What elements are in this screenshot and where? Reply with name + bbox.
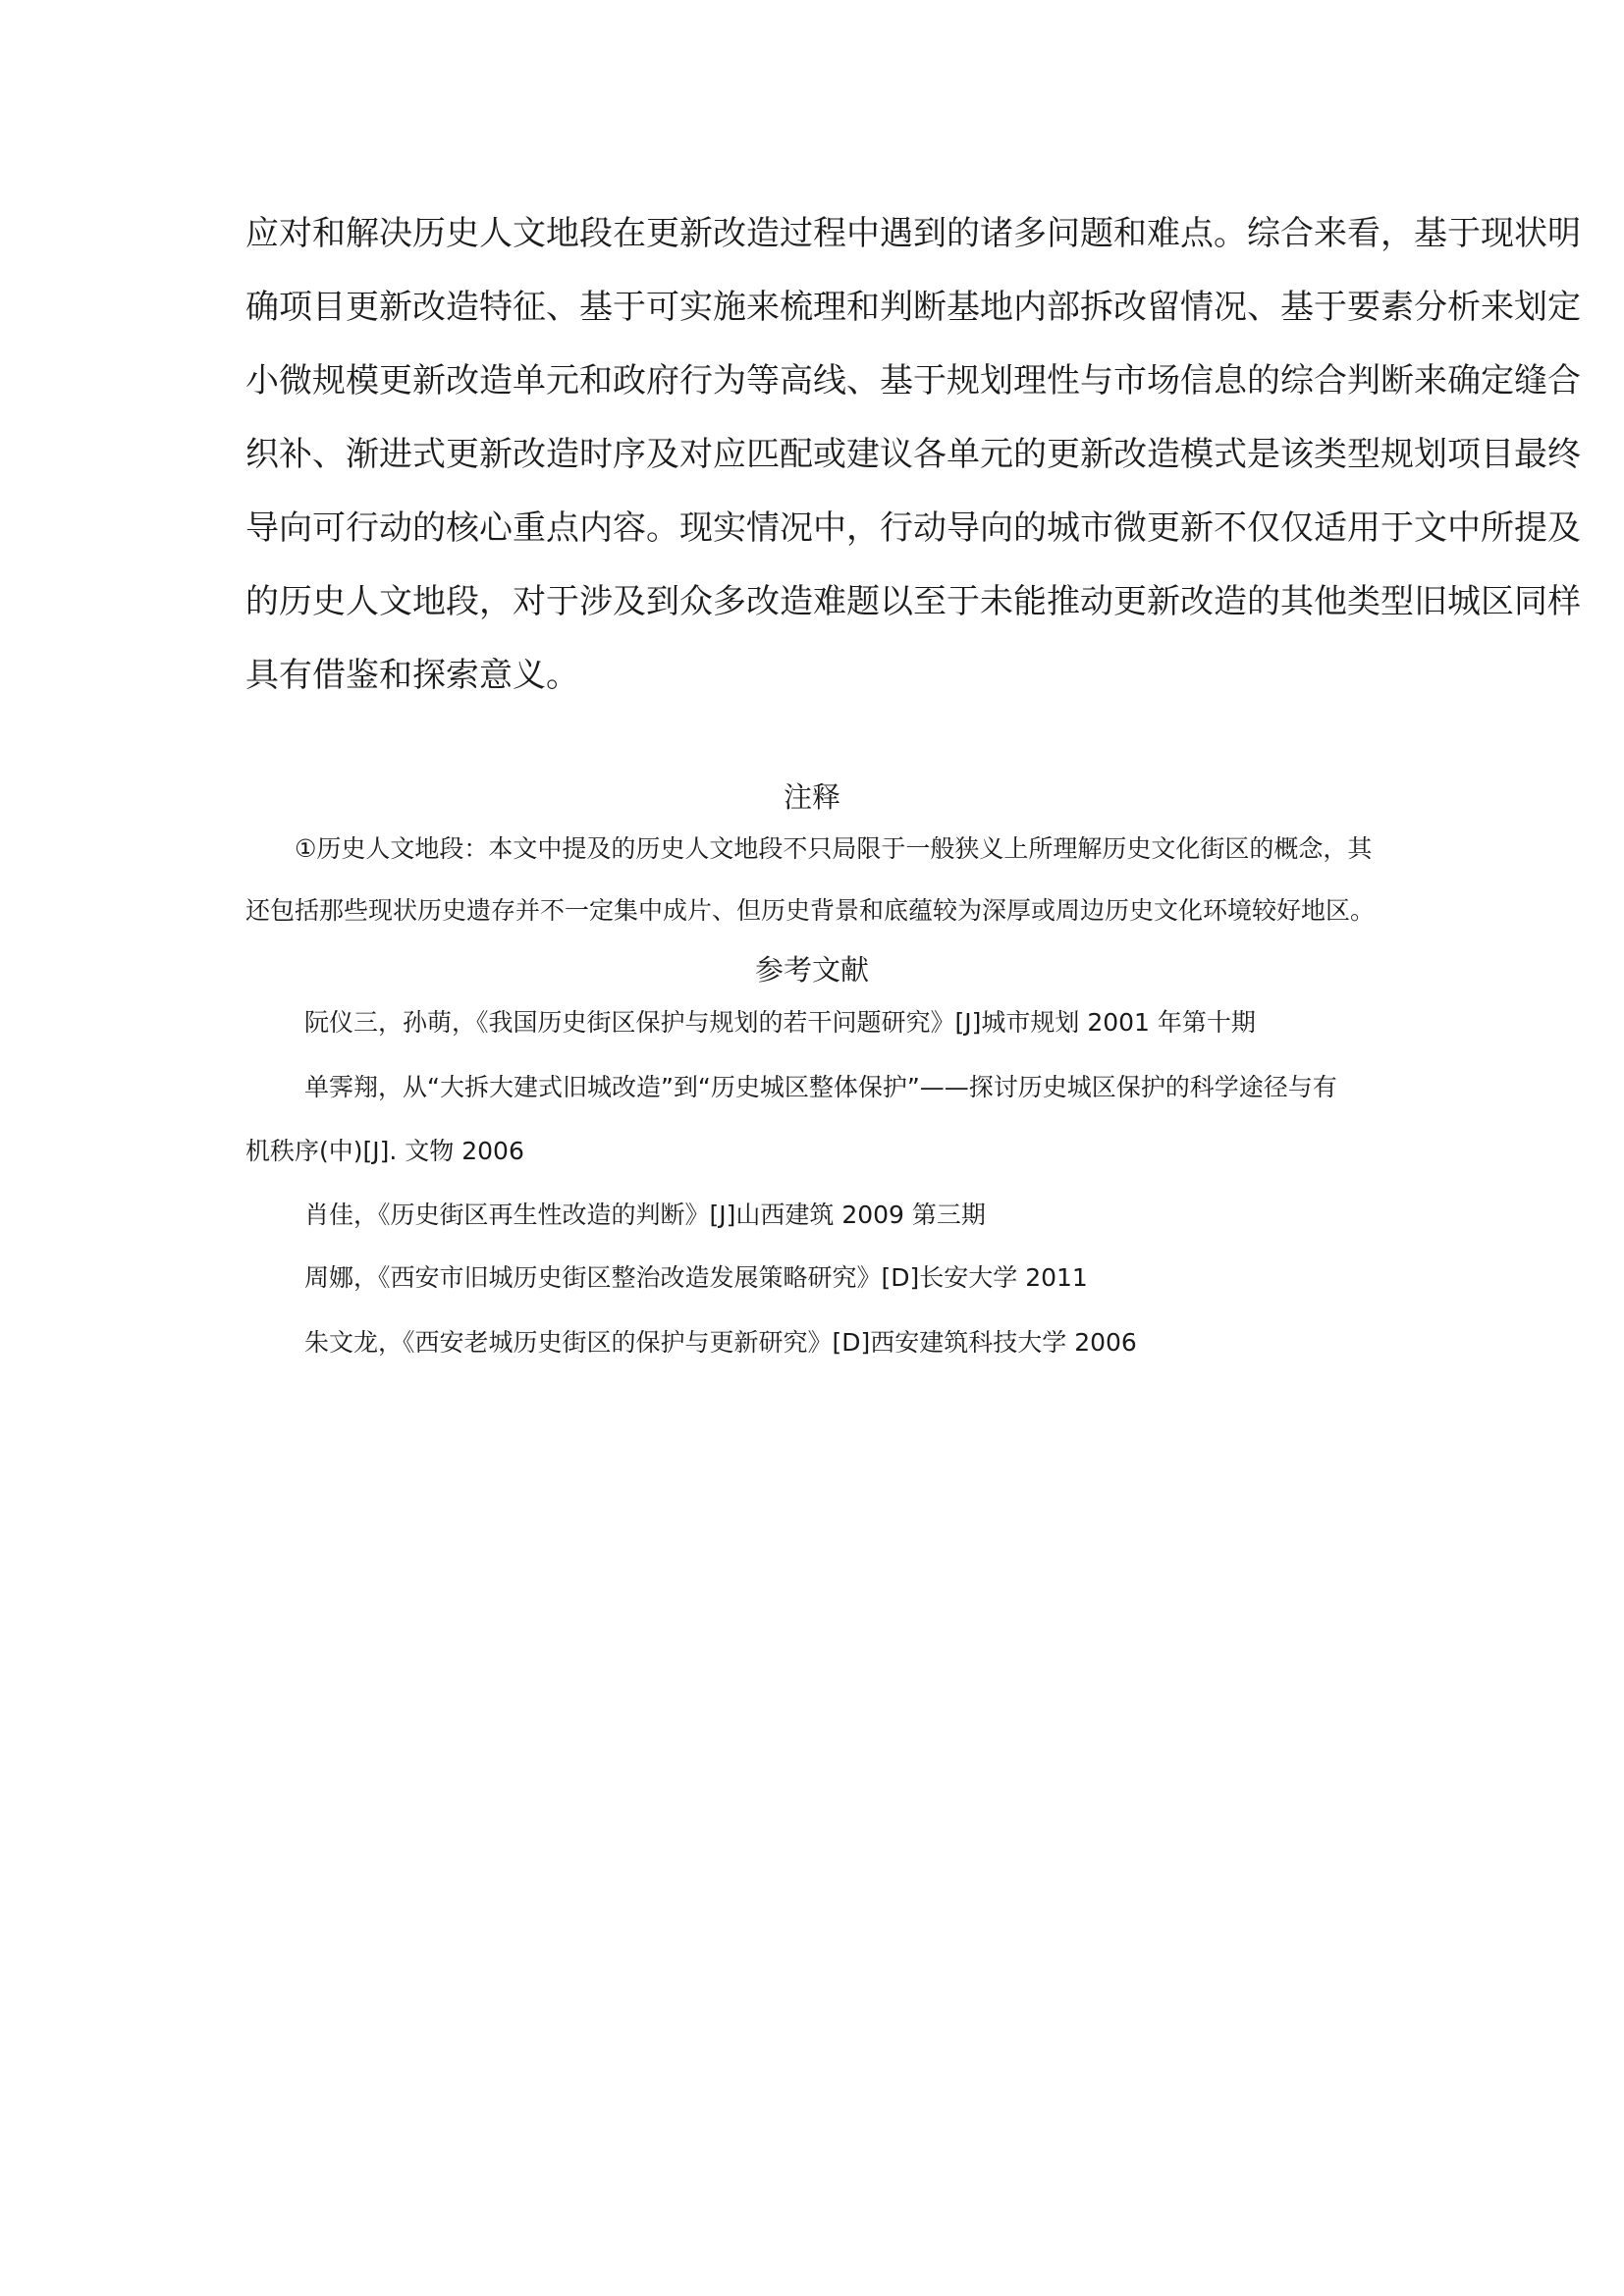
reference-item-continuation: 机秩序(中)[J]. 文物 2006 bbox=[245, 1137, 524, 1165]
notes-heading: 注释 bbox=[783, 780, 840, 814]
references-heading: 参考文献 bbox=[754, 953, 869, 987]
reference-item: 朱文龙，《西安老城历史街区的保护与更新研究》[D]西安建筑科技大学 2006 bbox=[304, 1328, 1137, 1357]
note-line: 还包括那些现状历史遗存并不一定集中成片、但历史背景和底蕴较为深厚或周边历史文化环境较好地区。 bbox=[245, 896, 1376, 925]
body-line: 的历史人文地段，对于涉及到众多改造难题以至于未能推动更新改造的其他类型旧城区同样 bbox=[245, 582, 1581, 621]
reference-item: 阮仪三，孙萌，《我国历史街区保护与规划的若干问题研究》[J]城市规划 2001 年第十期 bbox=[304, 1008, 1256, 1037]
reference-item: 单霁翔，从“大拆大建式旧城改造”到“历史城区整体保护”——探讨历史城区保护的科学途径与有 bbox=[304, 1073, 1337, 1101]
body-line: 导向可行动的核心重点内容。现实情况中，行动导向的城市微更新不仅仅适用于文中所提及 bbox=[245, 508, 1581, 548]
body-line: 应对和解决历史人文地段在更新改造过程中遇到的诸多问题和难点。综合来看，基于现状明 bbox=[245, 214, 1581, 253]
reference-item: 肖佳，《历史街区再生性改造的判断》[J]山西建筑 2009 第三期 bbox=[304, 1201, 986, 1229]
body-line: 小微规模更新改造单元和政府行为等高线、基于规划理性与市场信息的综合判断来确定缝合 bbox=[245, 361, 1581, 400]
body-line: 具有借鉴和探索意义。 bbox=[245, 656, 579, 695]
body-line: 确项目更新改造特征、基于可实施来梳理和判断基地内部拆改留情况、基于要素分析来划定 bbox=[245, 288, 1581, 327]
reference-item: 周娜，《西安市旧城历史街区整治改造发展策略研究》[D]长安大学 2011 bbox=[304, 1263, 1088, 1292]
note-line: ①历史人文地段：本文中提及的历史人文地段不只局限于一般狭义上所理解历史文化街区的概念，其 bbox=[295, 834, 1373, 863]
body-line: 织补、渐进式更新改造时序及对应匹配或建议各单元的更新改造模式是该类型规划项目最终 bbox=[245, 435, 1581, 474]
